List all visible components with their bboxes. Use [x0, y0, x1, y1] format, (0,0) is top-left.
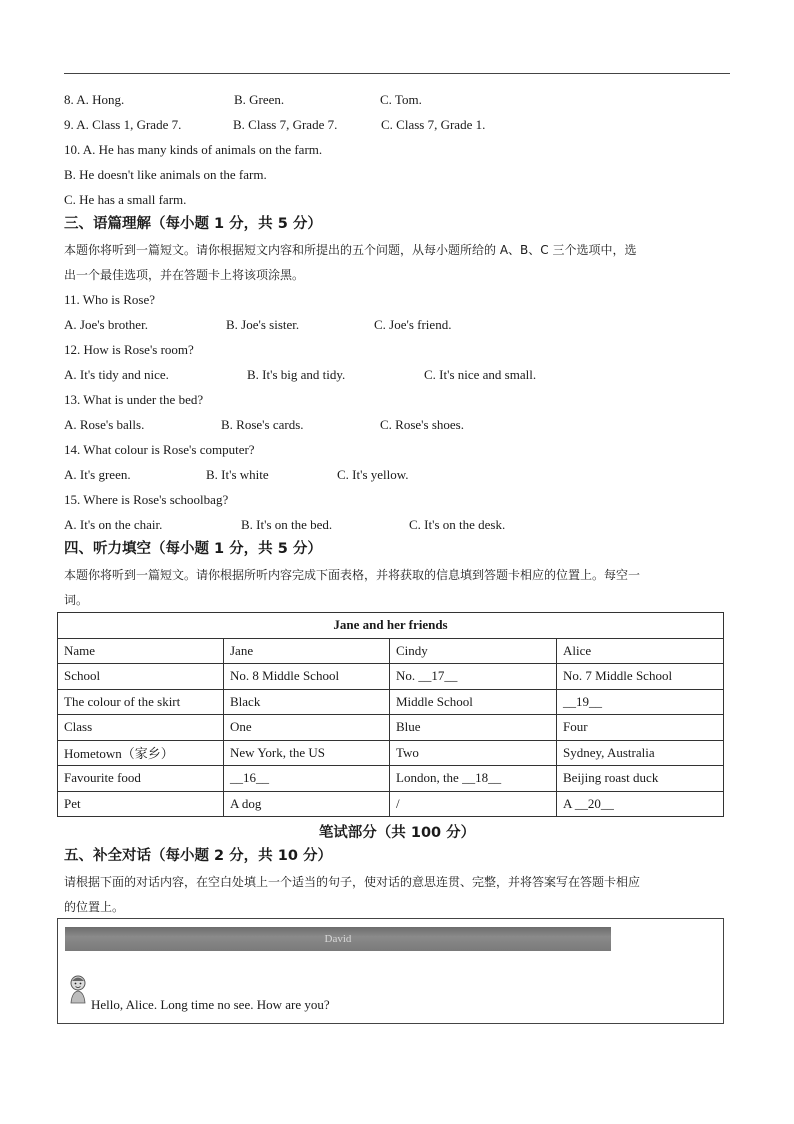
q9-option-c: C. Class 7, Grade 1.	[381, 117, 486, 132]
table-cell: Blue	[390, 715, 557, 741]
avatar-icon	[67, 974, 89, 1004]
table-cell: Middle School	[390, 689, 557, 715]
q9-option-a: 9. A. Class 1, Grade 7.	[64, 117, 182, 132]
q15-option-b: B. It's on the bed.	[241, 517, 333, 532]
written-part-title: 笔试部分（共 100 分）	[318, 825, 476, 841]
section3-heading: 三、语篇理解（每小题 1 分，共 5 分）	[64, 216, 322, 232]
q14-option-c: C. It's yellow.	[337, 467, 409, 482]
q14-option-a: A. It's green.	[64, 467, 131, 482]
speaker-name-bar: David	[65, 927, 611, 951]
table-cell: The colour of the skirt	[58, 689, 224, 715]
section3-instruction-2: 出一个最佳选项，并在答题卡上将该项涂黑。	[64, 268, 305, 282]
q13-option-a: A. Rose's balls.	[64, 417, 145, 432]
friends-table	[57, 612, 724, 817]
q10-option-a: 10. A. He has many kinds of animals on the farm.	[64, 142, 323, 157]
table-cell: A __20__	[557, 791, 724, 817]
section3-instruction-1: 本题你将听到一篇短文。请你根据短文内容和所提出的五个问题，从每小题所给的 A、B、C 三个选项中，选	[64, 243, 637, 257]
q8-option-b: B. Green.	[234, 92, 285, 107]
section4-heading: 四、听力填空（每小题 1 分，共 5 分）	[64, 541, 322, 557]
section5-instruction-2: 的位置上。	[64, 900, 125, 914]
table-cell: __19__	[557, 689, 724, 715]
table-cell: Favourite food	[58, 766, 224, 792]
q13-stem: 13. What is under the bed?	[64, 392, 204, 407]
table-cell: A dog	[224, 791, 390, 817]
table-cell: One	[224, 715, 390, 741]
table-cell: Cindy	[390, 638, 557, 664]
section4-instruction-2: 词。	[64, 593, 89, 607]
q10-option-c: C. He has a small farm.	[64, 192, 187, 207]
q12-option-c: C. It's nice and small.	[424, 367, 537, 382]
q12-stem: 12. How is Rose's room?	[64, 342, 194, 357]
q11-option-b: B. Joe's sister.	[226, 317, 300, 332]
table-cell: Jane	[224, 638, 390, 664]
section5-instruction-1: 请根据下面的对话内容，在空白处填上一个适当的句子，使对话的意思连贯、完整，并将答案写在答题卡相应	[64, 875, 641, 889]
table-cell: No. 7 Middle School	[557, 664, 724, 690]
q11-option-a: A. Joe's brother.	[64, 317, 148, 332]
table-title-row	[58, 613, 724, 639]
q12-option-b: B. It's big and tidy.	[247, 367, 346, 382]
table-cell: Pet	[58, 791, 224, 817]
section5-heading: 五、补全对话（每小题 2 分，共 10 分）	[64, 848, 332, 864]
table-row	[58, 715, 724, 741]
table-row	[58, 638, 724, 664]
table-cell: Two	[390, 740, 557, 766]
q11-option-c: C. Joe's friend.	[374, 317, 452, 332]
table-cell: London, the __18__	[390, 766, 557, 792]
table-row	[58, 664, 724, 690]
table-row	[58, 689, 724, 715]
table-title: Jane and her friends	[58, 613, 724, 639]
q8-option-a: 8. A. Hong.	[64, 92, 125, 107]
header-rule	[64, 73, 730, 74]
table-cell: __16__	[224, 766, 390, 792]
q14-option-b: B. It's white	[206, 467, 269, 482]
table-cell: Four	[557, 715, 724, 741]
table-row	[58, 791, 724, 817]
dialogue-box	[57, 918, 724, 1024]
table-cell: Hometown（家乡）	[58, 740, 224, 766]
table-row	[58, 740, 724, 766]
table-cell: Black	[224, 689, 390, 715]
table-cell: Alice	[557, 638, 724, 664]
table-row	[58, 766, 724, 792]
q13-option-b: B. Rose's cards.	[221, 417, 304, 432]
q15-option-a: A. It's on the chair.	[64, 517, 163, 532]
table-cell: /	[390, 791, 557, 817]
q15-stem: 15. Where is Rose's schoolbag?	[64, 492, 229, 507]
table-cell: Class	[58, 715, 224, 741]
table-cell: No. 8 Middle School	[224, 664, 390, 690]
q9-option-b: B. Class 7, Grade 7.	[233, 117, 338, 132]
table-cell: Sydney, Australia	[557, 740, 724, 766]
q14-stem: 14. What colour is Rose's computer?	[64, 442, 255, 457]
q11-stem: 11. Who is Rose?	[64, 292, 155, 307]
table-cell: New York, the US	[224, 740, 390, 766]
table-cell: Beijing roast duck	[557, 766, 724, 792]
table-cell: Name	[58, 638, 224, 664]
table-cell: School	[58, 664, 224, 690]
table-cell: No. __17__	[390, 664, 557, 690]
dialogue-line: Hello, Alice. Long time no see. How are you?	[91, 997, 330, 1012]
q13-option-c: C. Rose's shoes.	[380, 417, 464, 432]
q10-option-b: B. He doesn't like animals on the farm.	[64, 167, 267, 182]
q8-option-c: C. Tom.	[380, 92, 422, 107]
q12-option-a: A. It's tidy and nice.	[64, 367, 169, 382]
q15-option-c: C. It's on the desk.	[409, 517, 506, 532]
section4-instruction-1: 本题你将听到一篇短文。请你根据所听内容完成下面表格，并将获取的信息填到答题卡相应的位置上。每空一	[64, 568, 641, 582]
